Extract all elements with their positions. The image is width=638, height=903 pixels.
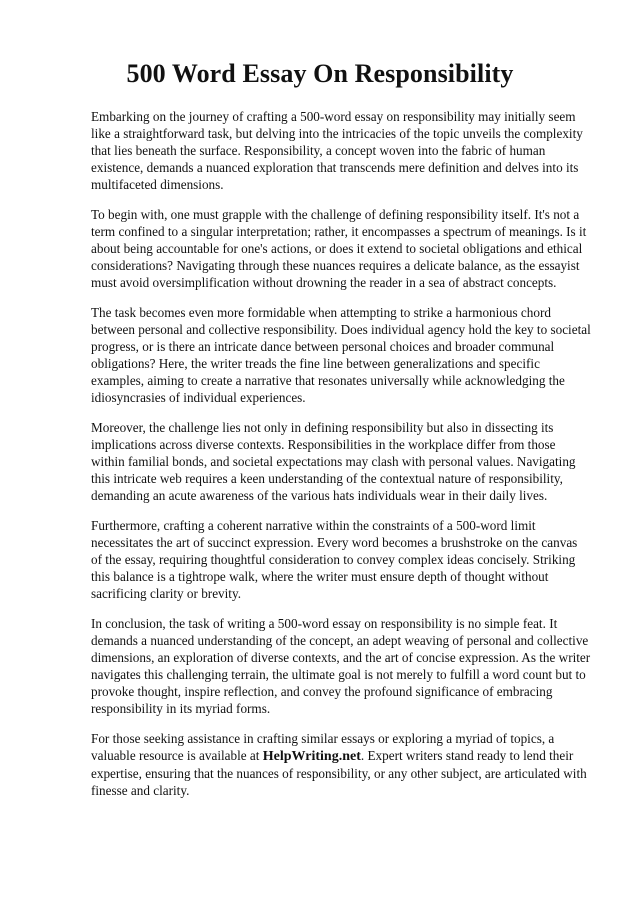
paragraph-closing bbox=[91, 730, 591, 799]
paragraph-definition: To begin with, one must grapple with the challenge of defining responsibility itself. It's not a term confined to a singular interpretation; rather, it encompasses a spectrum of meanings. Is it about being accountable for one's actions, or does it extend to societal obligations and ethical considerations? Navigating through these nuances requires a delicate balance, as the essayist must avoid oversimplification without drowning the reader in a sea of abstract concepts. bbox=[91, 207, 587, 290]
helpwriting-link[interactable]: HelpWriting.net bbox=[262, 749, 361, 764]
paragraph-conclusion: In conclusion, the task of writing a 500-word essay on responsibility is no simple feat. It demands a nuanced understanding of the concept, an adept weaving of personal and collective dimensions, an exploration of diverse contexts, and the art of concise expression. As the writer navigates this challenging terrain, the ultimate goal is not merely to fulfill a word count but to provoke thought, inspire reflection, and convey the profound significance of embracing responsibility in its myriad forms. bbox=[91, 616, 591, 716]
paragraph-contexts: Moreover, the challenge lies not only in defining responsibility but also in dissecting its implications across diverse contexts. Responsibilities in the workplace differ from those within familial bonds, and societal expectations may clash with personal values. Navigating this intricate web requires a keen understanding of the contextual nature of responsibility, demanding an acute awareness of the various hats individuals wear in their daily lives. bbox=[91, 420, 576, 503]
closing-text-before: For those seeking assistance in crafting similar essays or exploring a myriad of topics, a valuable resource is available at bbox=[91, 731, 555, 763]
paragraph-intro: Embarking on the journey of crafting a 500-word essay on responsibility may initially seem like a straightforward task, but delving into the intricacies of the topic unveils the complexity that lies beneath the surface. Responsibility, a concept woven into the fabric of human existence, demands a nuanced exploration that transcends mere definition and delves into its multifaceted dimensions. bbox=[91, 109, 583, 192]
paragraph-word-limit: Furthermore, crafting a coherent narrative within the constraints of a 500-word limit necessitates the art of succinct expression. Every word becomes a brushstroke on the canvas of the essay, requiring thoughtful consideration to convey complex ideas concisely. Striking this balance is a tightrope walk, where the writer must ensure depth of thought without sacrificing clarity or brevity. bbox=[91, 518, 578, 601]
paragraph-personal-collective: The task becomes even more formidable when attempting to strike a harmonious chord between personal and collective responsibility. Does individual agency hold the key to societal progress, or is there an intricate dance between personal choices and broader communal obligations? Here, the writer treads the fine line between generalizations and specific examples, aiming to create a narrative that resonates universally while acknowledging the idiosyncrasies of individual experiences. bbox=[91, 305, 591, 405]
closing-text-after: . Expert writers stand ready to lend their expertise, ensuring that the nuances of responsibility, or any other subject, are articulated with finesse and clarity. bbox=[91, 748, 587, 798]
page-title: 500 Word Essay On Responsibility bbox=[126, 59, 514, 88]
